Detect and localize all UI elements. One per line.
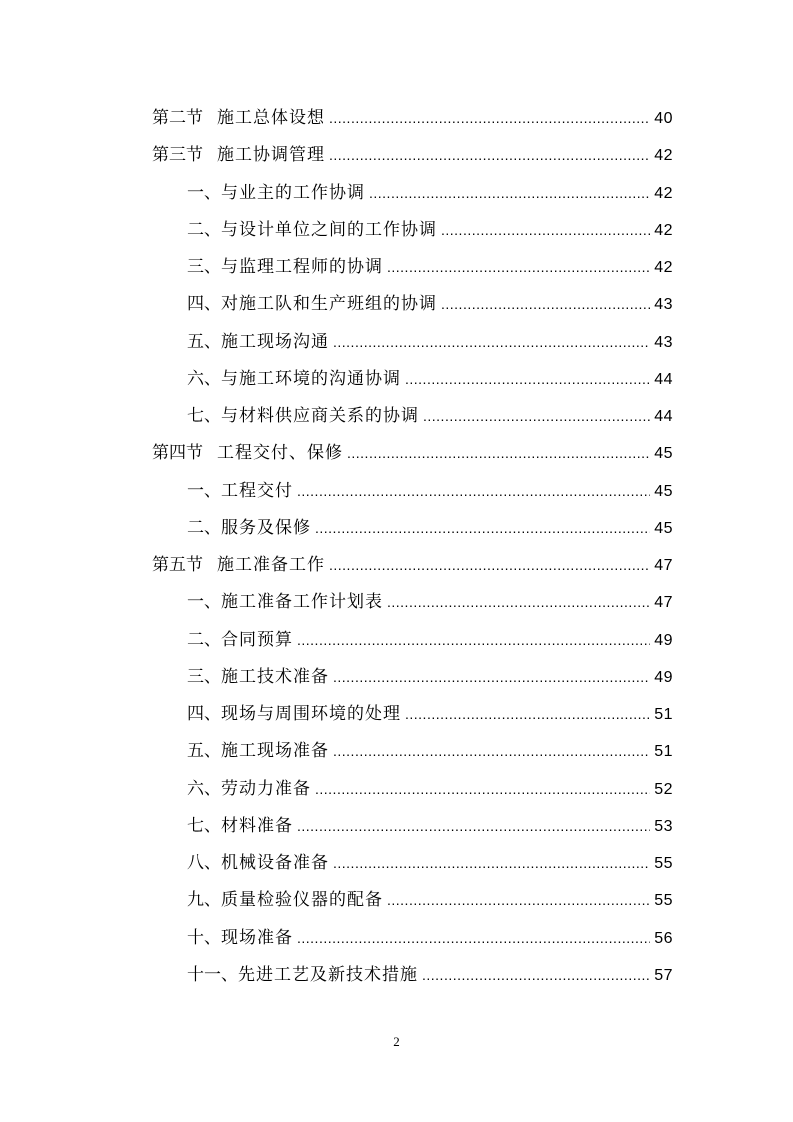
toc-entry-number: 一、	[187, 480, 221, 501]
toc-entry-section-2[interactable]	[152, 100, 673, 137]
toc-entry-number: 十一、	[187, 964, 238, 985]
dot-leader	[387, 249, 650, 286]
toc-entry-subsection[interactable]	[152, 212, 673, 249]
toc-entry-page: 40	[654, 110, 673, 127]
dot-leader	[297, 920, 650, 957]
dot-leader	[347, 435, 650, 472]
toc-entry-page: 51	[654, 706, 673, 723]
toc-entry-subsection[interactable]	[152, 510, 673, 547]
toc-entry-subsection[interactable]	[152, 845, 673, 882]
toc-entry-title: 施工现场准备	[221, 741, 329, 762]
dot-leader	[422, 957, 650, 994]
toc-entry-subsection[interactable]	[152, 361, 673, 398]
toc-entry-subsection[interactable]	[152, 584, 673, 621]
toc-entry-subsection[interactable]	[152, 286, 673, 323]
dot-leader	[315, 510, 650, 547]
dot-leader	[315, 771, 650, 808]
toc-entry-title: 施工现场沟通	[221, 331, 329, 352]
toc-entry-number: 第五节	[152, 555, 203, 575]
toc-entry-number: 一、	[187, 182, 221, 203]
toc-entry-title: 与监理工程师的协调	[221, 257, 383, 277]
toc-entry-page: 49	[654, 631, 673, 649]
toc-entry-subsection[interactable]	[152, 733, 673, 770]
toc-entry-title: 施工技术准备	[221, 666, 329, 687]
toc-entry-title: 与材料供应商关系的协调	[221, 406, 419, 426]
toc-entry-subsection[interactable]	[152, 175, 673, 212]
dot-leader	[387, 882, 650, 919]
dot-leader	[405, 361, 650, 398]
toc-entry-page: 44	[654, 370, 673, 388]
toc-entry-page: 43	[654, 296, 673, 314]
dot-leader	[297, 473, 650, 510]
dot-leader	[333, 733, 650, 770]
toc-entry-subsection[interactable]	[152, 920, 673, 957]
toc-entry-page: 45	[654, 519, 673, 537]
dot-leader	[387, 584, 650, 621]
toc-entry-number: 三、	[187, 666, 221, 687]
toc-entry-number: 七、	[187, 406, 221, 426]
toc-entry-page: 57	[654, 966, 673, 984]
toc-entry-number: 四、	[187, 294, 221, 315]
toc-entry-subsection[interactable]	[152, 473, 673, 510]
toc-entry-subsection[interactable]	[152, 882, 673, 919]
toc-entry-subsection[interactable]	[152, 324, 673, 361]
toc-entry-number: 二、	[187, 629, 221, 650]
toc-entry-page: 49	[654, 668, 673, 686]
toc-entry-page: 55	[654, 892, 673, 910]
toc-entry-title: 与设计单位之间的工作协调	[221, 219, 437, 240]
toc-entry-page: 42	[654, 184, 673, 202]
toc-entry-title: 施工总体设想	[217, 108, 325, 128]
dot-leader	[441, 212, 650, 249]
toc-entry-section-4[interactable]	[152, 435, 673, 472]
toc-entry-number: 第二节	[152, 108, 203, 128]
table-of-contents	[152, 100, 673, 994]
toc-entry-title: 材料准备	[221, 815, 293, 836]
toc-entry-title: 与施工环境的沟通协调	[221, 368, 401, 389]
toc-entry-title: 合同预算	[221, 629, 293, 650]
toc-entry-page: 42	[654, 259, 673, 276]
toc-entry-title: 工程交付	[221, 480, 293, 501]
toc-entry-subsection[interactable]	[152, 249, 673, 286]
dot-leader	[441, 286, 650, 323]
toc-entry-section-5[interactable]	[152, 547, 673, 584]
toc-entry-page: 55	[654, 855, 673, 872]
toc-entry-title: 现场与周围环境的处理	[221, 704, 401, 724]
toc-entry-page: 53	[654, 817, 673, 835]
toc-entry-subsection[interactable]	[152, 622, 673, 659]
toc-entry-number: 六、	[187, 368, 221, 389]
toc-entry-subsection[interactable]	[152, 957, 673, 994]
toc-entry-title: 机械设备准备	[221, 853, 329, 873]
toc-entry-number: 六、	[187, 778, 221, 799]
toc-entry-subsection[interactable]	[152, 398, 673, 435]
toc-entry-subsection[interactable]	[152, 771, 673, 808]
dot-leader	[369, 175, 650, 212]
toc-entry-title: 现场准备	[221, 927, 293, 948]
toc-entry-number: 四、	[187, 704, 221, 724]
dot-leader	[297, 622, 650, 659]
toc-entry-title: 施工协调管理	[217, 145, 325, 166]
dot-leader	[333, 659, 650, 696]
toc-entry-number: 第三节	[152, 145, 203, 166]
toc-entry-number: 第四节	[152, 443, 203, 464]
dot-leader	[333, 845, 650, 882]
toc-entry-title: 对施工队和生产班组的协调	[221, 294, 437, 315]
toc-entry-page: 45	[654, 445, 673, 463]
toc-entry-subsection[interactable]	[152, 808, 673, 845]
dot-leader	[405, 696, 650, 733]
toc-entry-page: 56	[654, 929, 673, 947]
dot-leader	[423, 398, 650, 435]
dot-leader	[329, 137, 650, 174]
toc-entry-title: 劳动力准备	[221, 778, 311, 799]
toc-entry-number: 一、	[187, 592, 221, 613]
dot-leader	[329, 100, 650, 137]
toc-entry-page: 42	[654, 147, 673, 165]
dot-leader	[333, 324, 650, 361]
toc-entry-number: 七、	[187, 815, 221, 836]
toc-entry-page: 42	[654, 221, 673, 239]
toc-entry-subsection[interactable]	[152, 659, 673, 696]
toc-entry-page: 47	[654, 594, 673, 612]
toc-entry-page: 52	[654, 780, 673, 798]
toc-entry-page: 47	[654, 557, 673, 574]
toc-entry-page: 45	[654, 482, 673, 500]
toc-entry-page: 43	[654, 333, 673, 351]
toc-entry-page: 44	[654, 408, 673, 425]
toc-entry-subsection[interactable]	[152, 696, 673, 733]
dot-leader	[297, 808, 650, 845]
toc-entry-title: 先进工艺及新技术措施	[238, 964, 418, 985]
toc-entry-number: 十、	[187, 927, 221, 948]
toc-entry-section-3[interactable]	[152, 137, 673, 174]
toc-entry-number: 九、	[187, 890, 221, 911]
toc-entry-title: 质量检验仪器的配备	[221, 890, 383, 911]
toc-entry-number: 八、	[187, 853, 221, 873]
toc-entry-number: 五、	[187, 331, 221, 352]
toc-entry-title: 与业主的工作协调	[221, 182, 365, 203]
toc-entry-title: 服务及保修	[221, 517, 311, 538]
page-number: 2	[393, 1034, 400, 1049]
toc-entry-title: 工程交付、保修	[217, 443, 343, 464]
toc-entry-number: 五、	[187, 741, 221, 762]
toc-entry-number: 二、	[187, 517, 221, 538]
toc-entry-page: 51	[654, 743, 673, 761]
toc-entry-number: 二、	[187, 219, 221, 240]
toc-entry-title: 施工准备工作计划表	[221, 592, 383, 613]
toc-entry-title: 施工准备工作	[217, 555, 325, 575]
toc-entry-number: 三、	[187, 257, 221, 277]
dot-leader	[329, 547, 650, 584]
